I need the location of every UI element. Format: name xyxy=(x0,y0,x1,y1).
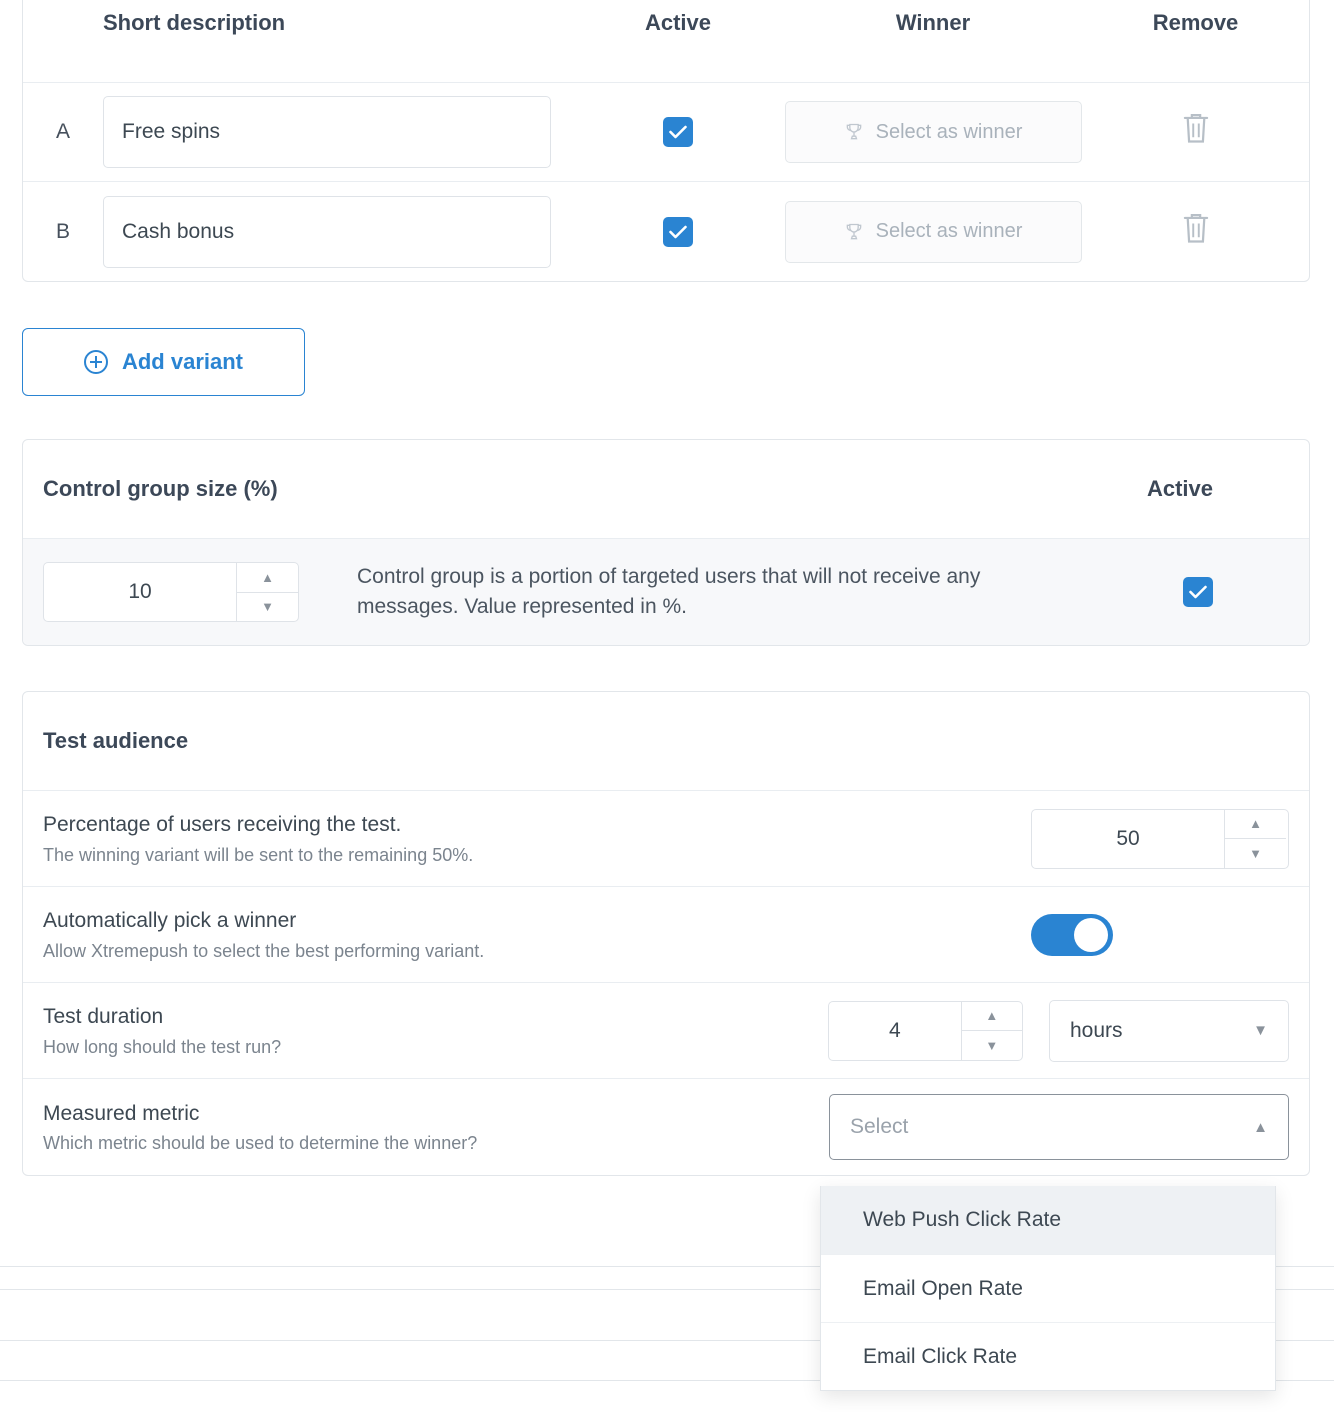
select-as-winner-button-a[interactable] xyxy=(785,101,1082,163)
control-group-body xyxy=(23,539,1309,645)
row-percentage-of-users xyxy=(23,791,1309,887)
variant-description-cell xyxy=(103,196,573,268)
metric-option-web-push-click-rate[interactable]: Web Push Click Rate xyxy=(821,1186,1275,1254)
chevron-up-icon: ▲ xyxy=(1253,1118,1268,1136)
table-row xyxy=(23,182,1309,281)
percentage-sublabel: The winning variant will be sent to the remaining 50%. xyxy=(43,844,474,865)
auto-pick-winner-toggle[interactable] xyxy=(1031,914,1113,956)
control-group-size-arrows xyxy=(236,563,298,621)
column-header-winner: Winner xyxy=(895,9,971,35)
duration-unit-value: hours xyxy=(1070,1018,1123,1042)
variant-active-checkbox-b[interactable] xyxy=(663,217,693,247)
chevron-up-icon[interactable]: ▲ xyxy=(237,563,298,593)
percentage-control xyxy=(1031,809,1289,869)
duration-arrows xyxy=(961,1002,1022,1060)
chevron-up-icon[interactable]: ▲ xyxy=(962,1002,1022,1032)
control-group-size-stepper[interactable] xyxy=(43,562,299,622)
variants-panel xyxy=(22,0,1310,282)
variant-letter: B xyxy=(55,219,70,243)
add-variant-button[interactable] xyxy=(22,328,305,396)
variant-active-cell xyxy=(573,117,783,147)
variant-remove-cell xyxy=(1083,211,1308,253)
trophy-icon xyxy=(844,222,864,242)
percentage-label: Percentage of users receiving the test. xyxy=(43,813,402,837)
metric-label: Measured metric xyxy=(43,1101,200,1125)
control-group-header xyxy=(23,440,1309,539)
duration-value[interactable]: 4 xyxy=(888,1018,901,1042)
auto-winner-texts xyxy=(43,907,1031,961)
variant-description-input-b[interactable] xyxy=(103,196,551,268)
duration-sublabel: How long should the test run? xyxy=(43,1036,282,1057)
select-as-winner-label-a: Select as winner xyxy=(875,120,1023,143)
test-audience-panel xyxy=(22,691,1310,1176)
control-group-active-cell xyxy=(1183,577,1213,607)
control-group-active-checkbox[interactable] xyxy=(1183,577,1213,607)
select-as-winner-button-b[interactable] xyxy=(785,201,1082,263)
table-row xyxy=(23,83,1309,182)
chevron-down-icon: ▼ xyxy=(1253,1022,1268,1039)
percentage-arrows xyxy=(1224,810,1286,868)
auto-winner-sublabel: Allow Xtremepush to select the best performing variant. xyxy=(43,940,485,961)
duration-unit-select[interactable] xyxy=(1049,1000,1289,1062)
duration-stepper[interactable] xyxy=(828,1001,1023,1061)
test-audience-title: Test audience xyxy=(23,692,1309,791)
row-measured-metric xyxy=(23,1079,1309,1175)
chevron-down-icon[interactable]: ▼ xyxy=(1249,845,1262,861)
metric-option-email-open-rate[interactable]: Email Open Rate xyxy=(821,1254,1275,1322)
chevron-up-icon[interactable]: ▲ xyxy=(1225,810,1286,840)
column-header-remove: Remove xyxy=(1152,9,1239,35)
trash-icon[interactable] xyxy=(1179,111,1213,153)
trophy-icon xyxy=(844,122,864,142)
row-test-duration xyxy=(23,983,1309,1079)
toggle-knob xyxy=(1074,918,1108,952)
control-group-active-header: Active xyxy=(1146,476,1213,501)
measured-metric-select[interactable] xyxy=(829,1094,1289,1160)
variant-description-cell xyxy=(103,96,573,168)
variant-active-cell xyxy=(573,217,783,247)
variant-winner-cell xyxy=(783,101,1083,163)
variant-remove-cell xyxy=(1083,111,1308,153)
metric-option-email-click-rate[interactable]: Email Click Rate xyxy=(821,1322,1275,1390)
auto-winner-control xyxy=(1031,914,1289,956)
measured-metric-placeholder: Select xyxy=(850,1115,909,1138)
plus-circle-icon xyxy=(84,350,108,374)
percentage-texts xyxy=(43,811,1031,865)
percentage-value[interactable]: 50 xyxy=(1116,826,1140,850)
add-variant-label: Add variant xyxy=(121,349,244,374)
trash-icon[interactable] xyxy=(1179,211,1213,253)
control-group-size-value[interactable]: 10 xyxy=(128,580,152,603)
duration-texts xyxy=(43,1003,828,1057)
select-as-winner-label-b: Select as winner xyxy=(875,220,1023,242)
control-group-panel xyxy=(22,439,1310,646)
column-header-active: Active xyxy=(644,9,712,35)
variant-description-input-a[interactable] xyxy=(103,96,551,168)
metric-sublabel: Which metric should be used to determine the winner? xyxy=(43,1133,478,1154)
percentage-stepper[interactable] xyxy=(1031,809,1289,869)
row-auto-pick-winner xyxy=(23,887,1309,983)
metric-control xyxy=(829,1094,1289,1160)
column-header-short-description: Short description xyxy=(103,9,286,35)
variant-active-checkbox-a[interactable] xyxy=(663,117,693,147)
control-group-title: Control group size (%) xyxy=(43,476,278,501)
duration-label: Test duration xyxy=(43,1005,164,1029)
metric-texts xyxy=(43,1100,829,1154)
variant-letter: A xyxy=(55,120,70,143)
duration-control xyxy=(828,1000,1289,1062)
chevron-down-icon[interactable]: ▼ xyxy=(261,599,274,615)
variants-table-header xyxy=(23,0,1309,83)
auto-winner-label: Automatically pick a winner xyxy=(43,909,297,933)
variant-winner-cell xyxy=(783,201,1083,263)
measured-metric-dropdown xyxy=(820,1186,1276,1391)
control-group-description: Control group is a portion of targeted users that will not receive any messages. Value represented in %. xyxy=(357,565,981,618)
chevron-down-icon[interactable]: ▼ xyxy=(985,1037,999,1053)
